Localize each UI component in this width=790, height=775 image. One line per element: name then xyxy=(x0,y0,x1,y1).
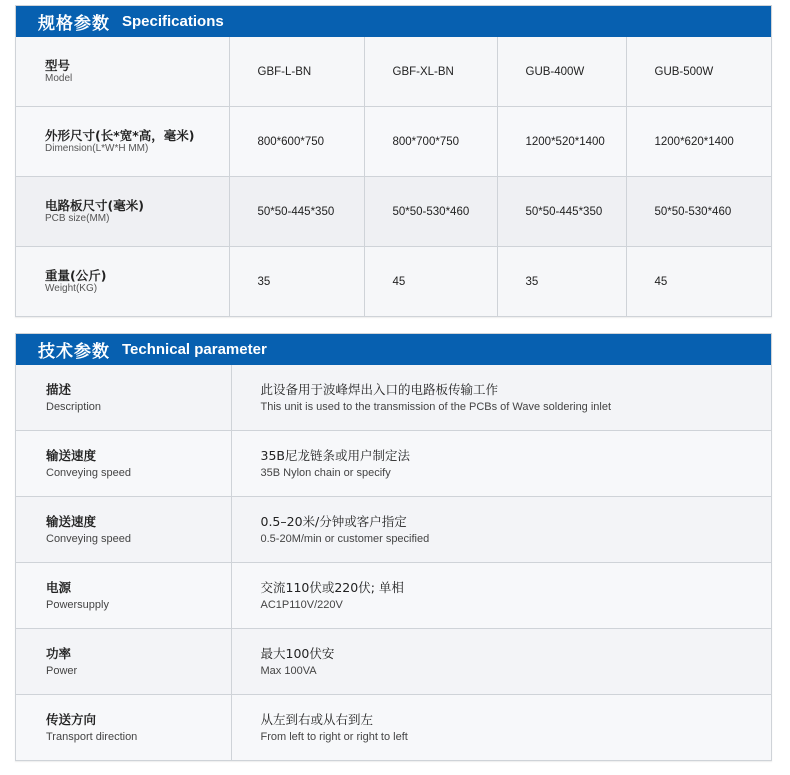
label-en: Power xyxy=(46,664,78,677)
cell: 800*700*750 xyxy=(364,107,497,177)
row-label xyxy=(16,247,229,317)
row-label xyxy=(16,629,231,695)
specifications-panel xyxy=(15,5,772,317)
row-value xyxy=(231,629,771,695)
label-cn: 外形尺寸(长*宽*高，毫米) xyxy=(45,127,195,143)
row-value xyxy=(231,563,771,629)
cell: 50*50-445*350 xyxy=(229,177,364,247)
value-cn: 交流110伏或220伏; 单相 xyxy=(260,579,404,595)
table-row xyxy=(16,431,771,497)
label-cn: 电源 xyxy=(46,579,72,595)
cell: 1200*520*1400 xyxy=(497,107,626,177)
specifications-table xyxy=(16,37,771,316)
row-label xyxy=(16,695,231,761)
label-cn: 电路板尺寸(毫米) xyxy=(45,197,144,213)
row-value xyxy=(231,497,771,563)
value-cn: 从左到右或从右到左 xyxy=(260,711,374,727)
value-cn: 此设备用于波峰焊出入口的电路板传输工作 xyxy=(260,381,499,397)
cell: 50*50-530*460 xyxy=(626,177,771,247)
row-label xyxy=(16,497,231,563)
technical-table xyxy=(16,365,771,760)
value-en: 35B Nylon chain or specify xyxy=(260,466,391,479)
row-label xyxy=(16,431,231,497)
label-cn: 型号 xyxy=(45,57,71,73)
row-label xyxy=(16,107,229,177)
cell: 50*50-530*460 xyxy=(364,177,497,247)
label-cn: 描述 xyxy=(46,381,72,397)
specifications-title-cn: 规格参数 xyxy=(38,14,110,34)
label-en: Dimension(L*W*H MM) xyxy=(45,142,149,154)
technical-title-cn: 技术参数 xyxy=(38,342,110,362)
table-row xyxy=(16,629,771,695)
cell: 35 xyxy=(497,247,626,317)
label-en: Transport direction xyxy=(46,730,138,743)
cell: 1200*620*1400 xyxy=(626,107,771,177)
cell: GUB-400W xyxy=(497,37,626,107)
value-en: 0.5-20M/min or customer specified xyxy=(260,532,430,545)
value-cn: 0.5–20米/分钟或客户指定 xyxy=(260,513,407,529)
label-cn: 传送方向 xyxy=(46,711,97,727)
table-row xyxy=(16,563,771,629)
cell: 35 xyxy=(229,247,364,317)
cell: 45 xyxy=(364,247,497,317)
label-en: Model xyxy=(45,72,73,84)
technical-header xyxy=(16,334,771,365)
row-value xyxy=(231,365,771,431)
table-row xyxy=(16,497,771,563)
table-row xyxy=(16,365,771,431)
table-row xyxy=(16,177,771,247)
technical-panel xyxy=(15,333,772,761)
row-value xyxy=(231,431,771,497)
value-en: Max 100VA xyxy=(260,664,317,677)
cell: 45 xyxy=(626,247,771,317)
label-cn: 输送速度 xyxy=(46,447,97,463)
specifications-title-en: Specifications xyxy=(122,13,224,30)
row-value xyxy=(231,695,771,761)
technical-title-en: Technical parameter xyxy=(122,341,267,358)
label-en: Conveying speed xyxy=(46,532,132,545)
label-en: Powersupply xyxy=(46,598,109,611)
label-en: Conveying speed xyxy=(46,466,132,479)
table-row xyxy=(16,107,771,177)
label-en: Description xyxy=(46,400,102,413)
label-en: Weight(KG) xyxy=(45,282,98,294)
table-row xyxy=(16,247,771,317)
value-cn: 最大100伏安 xyxy=(260,645,335,661)
value-cn: 35B尼龙链条或用户制定法 xyxy=(260,447,410,463)
value-en: This unit is used to the transmission of the PCBs of Wave soldering inlet xyxy=(260,400,612,413)
label-cn: 输送速度 xyxy=(46,513,97,529)
row-label xyxy=(16,563,231,629)
row-label xyxy=(16,365,231,431)
label-cn: 功率 xyxy=(46,645,72,661)
cell: 50*50-445*350 xyxy=(497,177,626,247)
table-row xyxy=(16,37,771,107)
specifications-header xyxy=(16,6,771,37)
cell: GBF-L-BN xyxy=(229,37,364,107)
label-en: PCB size(MM) xyxy=(45,212,110,224)
row-label xyxy=(16,177,229,247)
cell: GUB-500W xyxy=(626,37,771,107)
table-row xyxy=(16,695,771,761)
cell: GBF-XL-BN xyxy=(364,37,497,107)
value-en: From left to right or right to left xyxy=(260,730,408,743)
row-label xyxy=(16,37,229,107)
value-en: AC1P110V/220V xyxy=(260,598,343,611)
label-cn: 重量(公斤) xyxy=(45,267,107,283)
cell: 800*600*750 xyxy=(229,107,364,177)
